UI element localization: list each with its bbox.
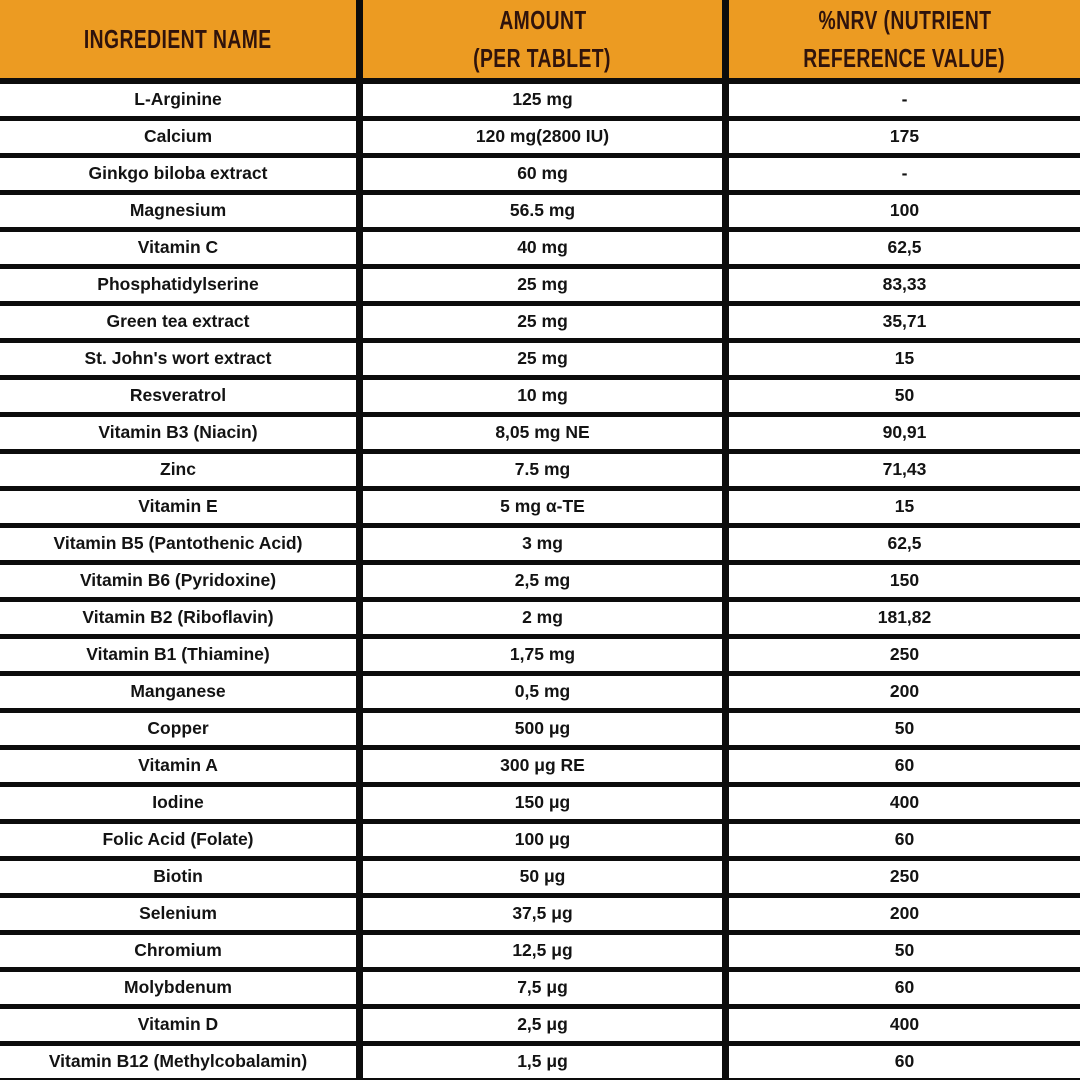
- ingredient-name-cell: Biotin: [153, 866, 203, 887]
- amount-cell: 25 mg: [356, 343, 722, 375]
- nrv-cell: 181,82: [722, 602, 1080, 634]
- amount-cell: 25 mg: [356, 269, 722, 301]
- amount-cell: 0,5 mg: [356, 676, 722, 708]
- table-row: [0, 1009, 1080, 1046]
- amount-cell: 300 μg RE: [356, 750, 722, 782]
- nrv-cell: 250: [722, 861, 1080, 893]
- table-row: [0, 972, 1080, 1009]
- ingredient-name-cell: L-Arginine: [134, 89, 222, 110]
- nrv-cell: 60: [722, 750, 1080, 782]
- amount-cell: 2,5 μg: [356, 1009, 722, 1041]
- header-nrv-line2: REFERENCE VALUE): [803, 42, 1006, 73]
- table-row: [0, 343, 1080, 380]
- amount-cell: 3 mg: [356, 528, 722, 560]
- nrv-cell: 50: [722, 713, 1080, 745]
- nrv-cell: 50: [722, 380, 1080, 412]
- amount-cell: 125 mg: [356, 84, 722, 116]
- table-row: [0, 454, 1080, 491]
- table-row: [0, 195, 1080, 232]
- ingredient-name-cell: Vitamin B2 (Riboflavin): [82, 607, 274, 628]
- ingredient-name-cell: Phosphatidylserine: [97, 274, 259, 295]
- ingredient-name-cell: Resveratrol: [129, 385, 227, 406]
- nrv-cell: 50: [722, 935, 1080, 967]
- nrv-cell: 150: [722, 565, 1080, 597]
- ingredient-name-cell: Vitamin C: [137, 237, 219, 258]
- amount-cell: 1,75 mg: [356, 639, 722, 671]
- ingredient-name-cell: Iodine: [152, 792, 204, 813]
- table-header-row: [0, 0, 1080, 84]
- table-row: [0, 676, 1080, 713]
- header-amount-line1: AMOUNT: [498, 4, 587, 35]
- amount-cell: 150 μg: [356, 787, 722, 819]
- amount-cell: 120 mg(2800 IU): [356, 121, 722, 153]
- table-row: [0, 491, 1080, 528]
- nrv-cell: 90,91: [722, 417, 1080, 449]
- table-row: [0, 824, 1080, 861]
- table-row: [0, 898, 1080, 935]
- nrv-cell: 400: [722, 1009, 1080, 1041]
- amount-cell: 5 mg α-TE: [356, 491, 722, 523]
- ingredient-name-cell: Vitamin B5 (Pantothenic Acid): [53, 533, 303, 554]
- table-row: [0, 750, 1080, 787]
- table-row: [0, 84, 1080, 121]
- ingredient-name-cell: Ginkgo biloba extract: [88, 163, 268, 184]
- table-row: [0, 861, 1080, 898]
- ingredient-name-cell: Molybdenum: [124, 977, 232, 998]
- ingredient-name-cell: Calcium: [143, 126, 213, 147]
- ingredient-name-cell: Copper: [147, 718, 209, 739]
- ingredient-name-cell: Selenium: [139, 903, 217, 924]
- ingredient-name-cell: Vitamin B6 (Pyridoxine): [79, 570, 277, 591]
- header-nrv-line1: %NRV (NUTRIENT: [818, 4, 991, 35]
- nrv-cell: 400: [722, 787, 1080, 819]
- ingredient-name-cell: Zinc: [160, 459, 196, 480]
- table-body: [0, 84, 1080, 1080]
- table-row: [0, 158, 1080, 195]
- ingredient-name-cell: Magnesium: [129, 200, 227, 221]
- table-row: [0, 528, 1080, 565]
- nrv-cell: 15: [722, 343, 1080, 375]
- nrv-cell: 100: [722, 195, 1080, 227]
- nrv-cell: -: [722, 158, 1080, 190]
- amount-cell: 2 mg: [356, 602, 722, 634]
- amount-cell: 56.5 mg: [356, 195, 722, 227]
- amount-cell: 7,5 μg: [356, 972, 722, 1004]
- nrv-cell: 62,5: [722, 528, 1080, 560]
- table-row: [0, 232, 1080, 269]
- nrv-cell: 60: [722, 972, 1080, 1004]
- amount-cell: 7.5 mg: [356, 454, 722, 486]
- amount-cell: 37,5 μg: [356, 898, 722, 930]
- nrv-cell: 250: [722, 639, 1080, 671]
- table-row: [0, 380, 1080, 417]
- ingredient-name-cell: Folic Acid (Folate): [102, 829, 254, 850]
- header-ingredient-name: [0, 0, 356, 78]
- table-row: [0, 713, 1080, 750]
- amount-cell: 500 μg: [356, 713, 722, 745]
- amount-cell: 10 mg: [356, 380, 722, 412]
- nrv-cell: -: [722, 84, 1080, 116]
- table-row: [0, 269, 1080, 306]
- amount-cell: 40 mg: [356, 232, 722, 264]
- amount-cell: 60 mg: [356, 158, 722, 190]
- table-row: [0, 935, 1080, 972]
- amount-cell: 50 μg: [356, 861, 722, 893]
- table-row: [0, 1046, 1080, 1080]
- ingredient-name-cell: Vitamin D: [137, 1014, 219, 1035]
- ingredient-name-cell: Vitamin B3 (Niacin): [98, 422, 258, 443]
- nrv-cell: 15: [722, 491, 1080, 523]
- nrv-cell: 71,43: [722, 454, 1080, 486]
- header-amount: [356, 0, 722, 78]
- table-row: [0, 121, 1080, 158]
- ingredient-name-cell: Manganese: [130, 681, 226, 702]
- table-row: [0, 417, 1080, 454]
- header-nrv: [722, 0, 1080, 78]
- nrv-cell: 200: [722, 898, 1080, 930]
- table-row: [0, 639, 1080, 676]
- nrv-cell: 62,5: [722, 232, 1080, 264]
- ingredient-name-cell: Green tea extract: [106, 311, 250, 332]
- table-row: [0, 306, 1080, 343]
- ingredient-name-cell: Vitamin E: [138, 496, 218, 517]
- ingredient-name-cell: St. John's wort extract: [84, 348, 272, 369]
- ingredient-name-cell: Vitamin B1 (Thiamine): [86, 644, 270, 665]
- ingredient-name-cell: Chromium: [134, 940, 222, 961]
- table-row: [0, 787, 1080, 824]
- ingredient-name-cell: Vitamin B12 (Methylcobalamin): [48, 1051, 308, 1072]
- amount-cell: 8,05 mg NE: [356, 417, 722, 449]
- header-ingredient-name-label: INGREDIENT NAME: [84, 23, 272, 54]
- header-amount-line2: (PER TABLET): [473, 42, 612, 73]
- nrv-cell: 60: [722, 824, 1080, 856]
- nrv-cell: 83,33: [722, 269, 1080, 301]
- amount-cell: 12,5 μg: [356, 935, 722, 967]
- ingredient-name-cell: Vitamin A: [138, 755, 218, 776]
- amount-cell: 100 μg: [356, 824, 722, 856]
- amount-cell: 25 mg: [356, 306, 722, 338]
- amount-cell: 2,5 mg: [356, 565, 722, 597]
- nrv-cell: 175: [722, 121, 1080, 153]
- amount-cell: 1,5 μg: [356, 1046, 722, 1078]
- nrv-cell: 60: [722, 1046, 1080, 1078]
- nrv-cell: 35,71: [722, 306, 1080, 338]
- table-row: [0, 602, 1080, 639]
- table-row: [0, 565, 1080, 602]
- nrv-cell: 200: [722, 676, 1080, 708]
